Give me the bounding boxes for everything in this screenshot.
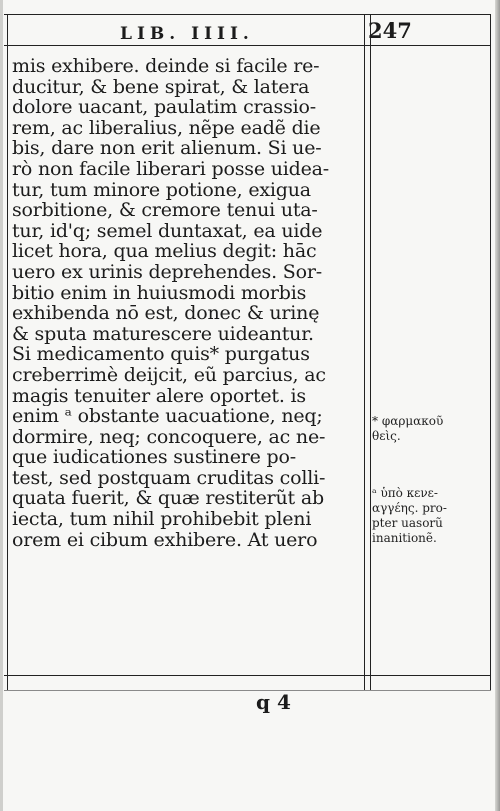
text-line: que iudicationes sustinere po- xyxy=(12,447,296,468)
text-line: exhibenda nō est, donec & urinę xyxy=(12,303,320,324)
bottom-rule-light xyxy=(4,690,491,691)
text-line: Si medicamento quis* purgatus xyxy=(12,344,310,365)
main-text-column xyxy=(12,56,368,550)
text-line: quata fuerit, & quæ restiterũt ab xyxy=(12,488,324,510)
text-line: sorbitione, & cremore tenui uta- xyxy=(12,200,318,221)
text-line: iecta, tum nihil prohibebit pleni xyxy=(12,509,312,530)
header-rule xyxy=(4,45,491,46)
text-line: orem ei cibum exhibere. At uero xyxy=(12,529,318,551)
text-line: rò non facile liberari posse uidea- xyxy=(12,158,329,180)
text-line: tur, id'q; semel duntaxat, ea uide xyxy=(12,220,323,242)
left-frame-rule xyxy=(7,14,8,690)
text-line: bis, dare non erit alienum. Si ue- xyxy=(12,138,322,159)
text-line: dormire, neq; concoquere, ac ne- xyxy=(12,426,326,448)
text-line: dolore uacant, paulatim crassio- xyxy=(12,97,316,118)
marginal-note-line: inanitionẽ. xyxy=(372,531,437,545)
marginal-note-line: θεὶς. xyxy=(372,429,401,443)
marginal-note-star xyxy=(372,414,488,444)
top-rule xyxy=(4,14,491,15)
marginal-note-line: * φαρμακοῦ xyxy=(372,414,444,428)
marginal-note-a xyxy=(372,486,488,546)
text-line: mis exhibere. deinde si facile re- xyxy=(12,56,320,77)
text-line: tur, tum minore potione, exigua xyxy=(12,179,311,201)
page-left-edge xyxy=(0,0,3,811)
bottom-rule xyxy=(4,675,491,676)
text-line: magis tenuiter alere oportet. is xyxy=(12,385,306,407)
right-frame-rule xyxy=(490,14,491,690)
text-line: test, sed postquam cruditas colli- xyxy=(12,467,326,489)
page-number: 247 xyxy=(368,18,412,43)
text-line: enim ᵃ obstante uacuatione, neq; xyxy=(12,406,323,427)
page-right-edge xyxy=(495,0,500,811)
marginal-notes xyxy=(372,414,488,546)
column-rule-outer xyxy=(370,14,371,690)
marginal-note-line: αγγέης. pro- xyxy=(372,501,447,515)
text-line: licet hora, qua melius degit: hāc xyxy=(12,241,317,262)
marginal-note-line: ᵃ ὑπὸ κενε- xyxy=(372,486,438,500)
text-line: ducitur, & bene spirat, & latera xyxy=(12,76,310,98)
running-title: LIB. IIII. xyxy=(120,24,254,44)
text-line: uero ex urinis deprehendes. Sor- xyxy=(12,261,322,283)
text-line: creberrimè deijcit, eũ parcius, ac xyxy=(12,364,326,386)
text-line: rem, ac liberalius, nẽpe eadẽ die xyxy=(12,117,321,139)
signature-mark: q 4 xyxy=(256,690,291,714)
text-line: bitio enim in huiusmodi morbis xyxy=(12,282,307,304)
text-line: & sputa maturescere uideantur. xyxy=(12,323,314,345)
marginal-note-line: pter uasorũ xyxy=(372,516,443,530)
